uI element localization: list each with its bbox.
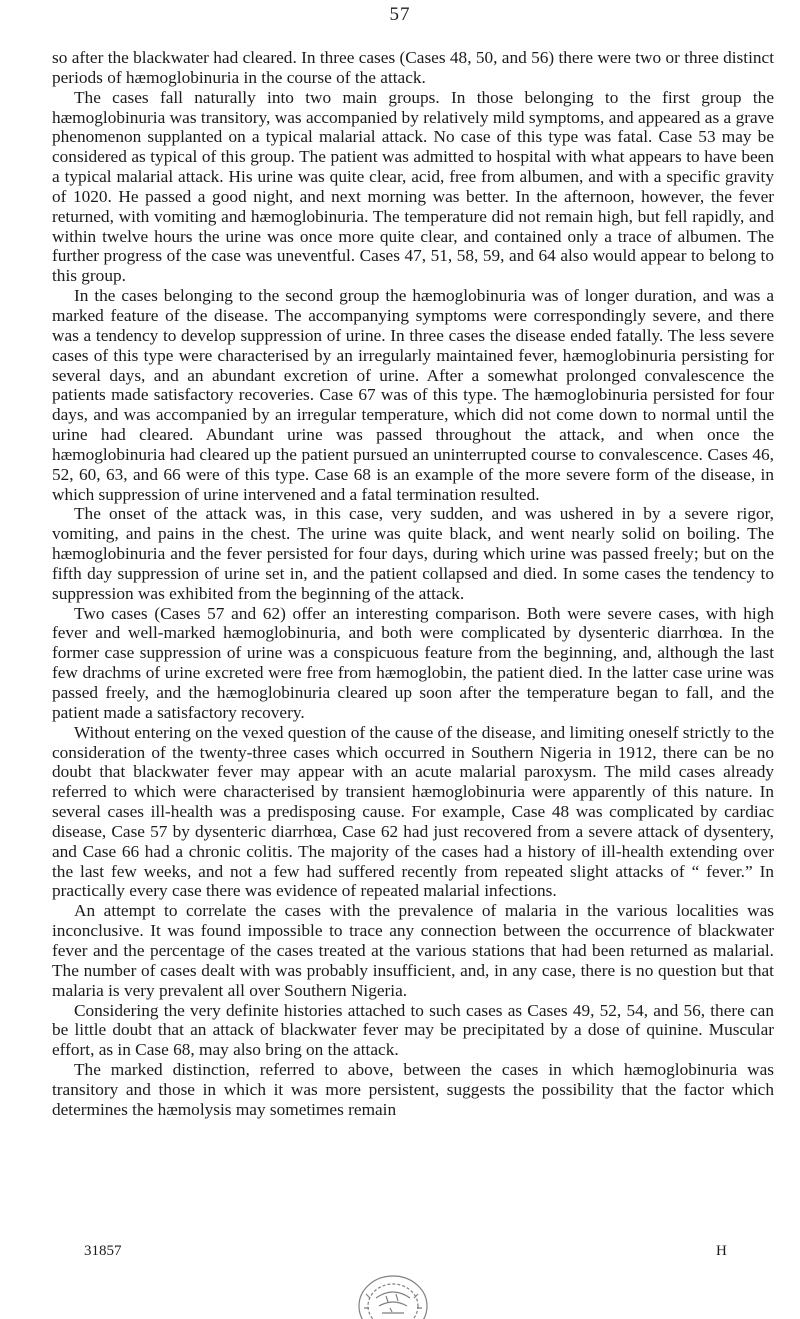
paragraph: An attempt to correlate the cases with the prevalence of malaria in the various localities was inconclusive. It was found impossible to trace any connection between the occurrence of blackwater fever and the percentage of the cases treated at the various stations that had been returned as malarial. The number of cases dealt with was probably insufficient, and, in any case, there is no question but that malaria is very prevalent all over Southern Nigeria. [52,901,774,1000]
paragraph: The cases fall naturally into two main groups. In those belonging to the first group the hæmoglobinuria was transitory, was accompanied by relatively mild symptoms, and appeared as a grave phenomenon supplanted on a typical malarial attack. No case of this type was fatal. Case 53 may be considered as typical of this group. The patient was admitted to hospital with what appears to have been a typical malarial attack. His urine was quite clear, acid, free from albumen, and with a specific gravity of 1020. He passed a good night, and next morning was better. In the afternoon, however, the fever returned, with vomiting and hæmoglobinuria. The temperature did not remain high, but fell rapidly, and within twelve hours the urine was once more quite clear, and contained only a trace of albumen. The further progress of the case was uneventful. Cases 47, 51, 58, 59, and 64 also would appear to belong to this group. [52,87,774,286]
stamp-seal-icon [352,1268,434,1319]
paragraph: The marked distinction, referred to above, between the cases in which hæmoglobinuria was transitory and those in which it was more persistent, suggests the possibility that the factor which determines the hæmolysis may sometimes remain [52,1060,774,1119]
body-text [52,48,774,1120]
paragraph: Considering the very definite histories attached to such cases as Cases 49, 52, 54, and 56, there can be little doubt that an attack of blackwater fever may be precipitated by a dose of quinine. Muscular effort, as in Case 68, may also bring on the attack. [52,1000,774,1060]
paragraph: Two cases (Cases 57 and 62) offer an interesting comparison. Both were severe cases, with high fever and well-marked hæmoglobinuria, and both were complicated by dysenteric diarrhœa. In the former case suppression of urine was a conspicuous feature from the beginning, and, although the last few drachms of urine excreted were free from hæmoglobin, the patient died. In the latter case urine was passed freely, and the hæmoglobinuria cleared up soon after the temperature began to fall, and the patient made a satisfactory recovery. [52,603,774,722]
paragraph: Without entering on the vexed question of the cause of the disease, and limiting oneself strictly to the consideration of the twenty-three cases which occurred in Southern Nigeria in 1912, there can be no doubt that blackwater fever may appear with an acute malarial paroxysm. The mild cases already referred to which were characterised by transient hæmoglobinuria were apparently of this nature. In several cases ill-health was a predisposing cause. For example, Case 48 was complicated by cardiac disease, Case 57 by dysenteric diarrhœa, Case 62 had just recovered from a severe attack of dysentery, and Case 66 had a chronic colitis. The majority of the cases had a history of ill-health extending over the last few weeks, and not a few had suffered recently from repeated slight attacks of “ fever.” In practically every case there was evidence of repeated malarial infections. [52,722,774,901]
library-stamp-icon [352,1268,434,1319]
signature-letter: H [716,1243,727,1259]
paragraph: so after the blackwater had cleared. In three cases (Cases 48, 50, and 56) there were two or three distinct periods of hæmoglobinuria in the course of the attack. [52,48,774,87]
paragraph: In the cases belonging to the second group the hæmoglobinuria was of longer duration, and was a marked feature of the disease. The accompanying symptoms were correspondingly severe, and there was a tendency to develop suppression of urine. In three cases the disease ended fatally. The less severe cases of this type were characterised by an irregularly maintained fever, hæmoglobinuria persisting for several days, and an abundant excretion of urine. After a somewhat prolonged convalescence the patients made satisfactory recoveries. Case 67 was of this type. The hæmoglobinuria persisted for four days, and was accompanied by an irregular temperature, which did not come down to normal until the urine had cleared. Abundant urine was passed throughout the attack, and when once the hæmoglobinuria had cleared up the patient pursued an uninterrupted course to convalescence. Cases 46, 52, 60, 63, and 66 were of this type. Case 68 is an example of the more severe form of the disease, in which suppression of urine intervened and a fatal termination resulted. [52,286,774,504]
print-code: 31857 [84,1243,122,1259]
page-number: 57 [389,4,411,25]
paragraph: The onset of the attack was, in this case, very sudden, and was ushered in by a severe rigor, vomiting, and pains in the chest. The urine was quite black, and went nearly solid on boiling. The hæmoglobinuria and the fever persisted for four days, during which urine was passed freely; but on the fifth day suppression of urine set in, and the patient collapsed and died. In some cases the tendency to suppression was exhibited from the beginning of the attack. [52,504,774,603]
page-footer [0,1243,800,1265]
